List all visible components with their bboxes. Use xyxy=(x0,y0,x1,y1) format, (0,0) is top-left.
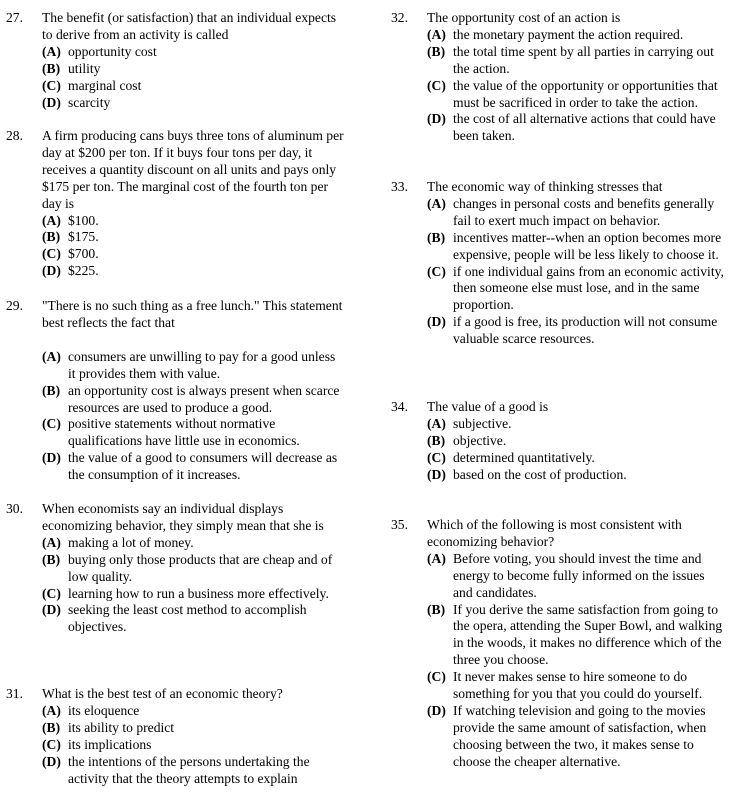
option-text: if one individual gains from an economic activity, then someone else must lose, and in the same proportion. xyxy=(453,263,724,313)
option-text: the cost of all alternative actions that could have been taken. xyxy=(453,111,716,144)
option-d xyxy=(42,263,346,280)
question-stem: The economic way of thinking stresses that xyxy=(427,179,663,194)
option-letter: (D) xyxy=(427,111,446,127)
option-d xyxy=(42,754,346,788)
option-letter: (A) xyxy=(42,212,61,228)
question-number: 31. xyxy=(6,686,23,701)
option-letter: (C) xyxy=(427,449,446,465)
option-letter: (A) xyxy=(42,534,61,550)
option-d xyxy=(42,95,346,112)
option-letter: (B) xyxy=(427,432,446,448)
question-28 xyxy=(6,128,346,280)
option-text: the total time spent by all parties in carrying out the action. xyxy=(453,43,714,76)
option-a xyxy=(427,196,727,230)
question-31 xyxy=(6,686,346,787)
option-text: objective. xyxy=(453,432,507,448)
option-text: determined quantitatively. xyxy=(453,449,595,465)
option-text: If you derive the same satisfaction from going to the opera, attending the Super Bowl, and walking in the woods, it makes no difference which of the three you choose. xyxy=(453,601,723,668)
option-text: its ability to predict xyxy=(68,719,175,735)
option-c xyxy=(427,669,727,703)
option-d xyxy=(42,450,346,484)
option-b xyxy=(42,720,346,737)
option-text: buying only those products that are cheap and of low quality. xyxy=(68,551,333,584)
option-text: $175. xyxy=(68,229,99,245)
option-text: its eloquence xyxy=(68,702,140,718)
question-27 xyxy=(6,10,346,111)
option-text: based on the cost of production. xyxy=(453,466,627,482)
question-number: 34. xyxy=(391,399,408,414)
option-text: opportunity cost xyxy=(68,43,157,59)
option-text: scarcity xyxy=(68,94,111,110)
option-letter: (D) xyxy=(42,753,61,769)
option-text: positive statements without normative qualifications have little use in economics. xyxy=(68,416,300,449)
option-text: the monetary payment the action required. xyxy=(453,26,684,42)
option-b xyxy=(42,61,346,78)
question-stem: The benefit (or satisfaction) that an individual expects to derive from an activity is called xyxy=(42,10,337,42)
option-c xyxy=(42,246,346,263)
option-a xyxy=(427,551,727,602)
option-letter: (C) xyxy=(42,246,61,262)
option-b xyxy=(427,230,727,264)
option-letter: (B) xyxy=(427,229,446,245)
option-letter: (D) xyxy=(42,602,61,618)
option-letter: (D) xyxy=(42,263,61,279)
option-letter: (A) xyxy=(427,415,446,431)
option-text: learning how to run a business more effectively. xyxy=(68,585,329,601)
option-letter: (A) xyxy=(42,702,61,718)
question-stem: The opportunity cost of an action is xyxy=(427,10,621,25)
option-letter: (A) xyxy=(42,43,61,59)
option-letter: (D) xyxy=(42,450,61,466)
option-c xyxy=(427,78,727,112)
option-letter: (A) xyxy=(427,550,446,566)
option-letter: (B) xyxy=(427,43,446,59)
option-d xyxy=(427,111,727,145)
option-c xyxy=(42,737,346,754)
option-letter: (C) xyxy=(427,669,446,685)
option-a xyxy=(42,703,346,720)
question-number: 28. xyxy=(6,128,23,143)
option-text: subjective. xyxy=(453,415,512,431)
question-stem: When economists say an individual displays economizing behavior, they simply mean that she is xyxy=(42,501,324,533)
option-text: the value of a good to consumers will decrease as the consumption of it increases. xyxy=(68,450,338,483)
option-c xyxy=(427,264,727,315)
question-number: 27. xyxy=(6,10,23,25)
option-letter: (D) xyxy=(427,466,446,482)
option-b xyxy=(427,602,727,670)
option-c xyxy=(427,450,727,467)
option-letter: (A) xyxy=(427,26,446,42)
option-d xyxy=(42,602,346,636)
option-c xyxy=(42,78,346,95)
option-text: marginal cost xyxy=(68,77,142,93)
question-29 xyxy=(6,298,346,484)
option-text: the value of the opportunity or opportunities that must be sacrificed in order to take the action. xyxy=(453,77,718,110)
option-text: $225. xyxy=(68,263,99,279)
option-text: It never makes sense to hire someone to do something for you that you could do yourself. xyxy=(453,669,703,702)
option-letter: (C) xyxy=(427,77,446,93)
option-a xyxy=(42,349,346,383)
question-stem: What is the best test of an economic theory? xyxy=(42,686,283,701)
question-number: 35. xyxy=(391,517,408,532)
question-32 xyxy=(391,10,727,145)
question-stem: "There is no such thing as a free lunch." This statement best reflects the fact that xyxy=(42,298,343,330)
option-letter: (A) xyxy=(427,195,446,211)
option-text: the intentions of the persons undertaking the activity that the theory attempts to explain xyxy=(68,753,310,786)
option-text: changes in personal costs and benefits generally fail to exert much impact on behavior. xyxy=(453,195,715,228)
option-text: $100. xyxy=(68,212,99,228)
option-text: its implications xyxy=(68,736,152,752)
question-number: 33. xyxy=(391,179,408,194)
option-text: consumers are unwilling to pay for a good unless it provides them with value. xyxy=(68,348,336,381)
option-a xyxy=(42,213,346,230)
question-stem: Which of the following is most consistent with economizing behavior? xyxy=(427,517,682,549)
option-c xyxy=(42,416,346,450)
option-text: incentives matter--when an option becomes more expensive, people will be less likely to choose it. xyxy=(453,229,722,262)
option-text: utility xyxy=(68,60,101,76)
question-30 xyxy=(6,501,346,636)
question-35 xyxy=(391,517,727,771)
option-a xyxy=(427,27,727,44)
option-b xyxy=(427,44,727,78)
question-stem: The value of a good is xyxy=(427,399,549,414)
option-letter: (C) xyxy=(42,736,61,752)
option-text: making a lot of money. xyxy=(68,534,194,550)
option-letter: (D) xyxy=(42,94,61,110)
option-a xyxy=(42,44,346,61)
option-letter: (B) xyxy=(42,229,61,245)
option-letter: (B) xyxy=(42,719,61,735)
option-d xyxy=(427,314,727,348)
option-text: seeking the least cost method to accomplish objectives. xyxy=(68,602,307,635)
question-stem: A firm producing cans buys three tons of aluminum per day at $200 per ton. If it buys four tons per day, it receives a quantity discount on all units and pays only $175 per ton. The marginal cost of the fourth ton per day is xyxy=(42,128,344,211)
question-number: 32. xyxy=(391,10,408,25)
question-number: 29. xyxy=(6,298,23,313)
option-text: Before voting, you should invest the time and energy to become fully informed on the issues and candidates. xyxy=(453,550,705,600)
option-text: if a good is free, its production will not consume valuable scarce resources. xyxy=(453,314,718,347)
option-letter: (B) xyxy=(42,551,61,567)
option-letter: (B) xyxy=(42,60,61,76)
option-letter: (C) xyxy=(42,77,61,93)
option-letter: (C) xyxy=(427,263,446,279)
option-letter: (C) xyxy=(42,585,61,601)
option-d xyxy=(427,467,727,484)
option-a xyxy=(427,416,727,433)
option-letter: (D) xyxy=(427,702,446,718)
option-letter: (B) xyxy=(42,382,61,398)
option-letter: (D) xyxy=(427,314,446,330)
option-c xyxy=(42,586,346,603)
option-b xyxy=(42,383,346,417)
option-d xyxy=(427,703,727,771)
option-b xyxy=(42,229,346,246)
question-number: 30. xyxy=(6,501,23,516)
question-33 xyxy=(391,179,727,348)
option-text: $700. xyxy=(68,246,99,262)
option-b xyxy=(427,433,727,450)
option-letter: (C) xyxy=(42,416,61,432)
option-letter: (B) xyxy=(427,601,446,617)
option-a xyxy=(42,535,346,552)
option-text: If watching television and going to the movies provide the same amount of satisfaction, when choosing between the two, it makes sense to choose the cheaper alternative. xyxy=(453,702,707,769)
option-b xyxy=(42,552,346,586)
question-34 xyxy=(391,399,727,484)
option-letter: (A) xyxy=(42,348,61,364)
option-text: an opportunity cost is always present when scarce resources are used to produce a good. xyxy=(68,382,340,415)
